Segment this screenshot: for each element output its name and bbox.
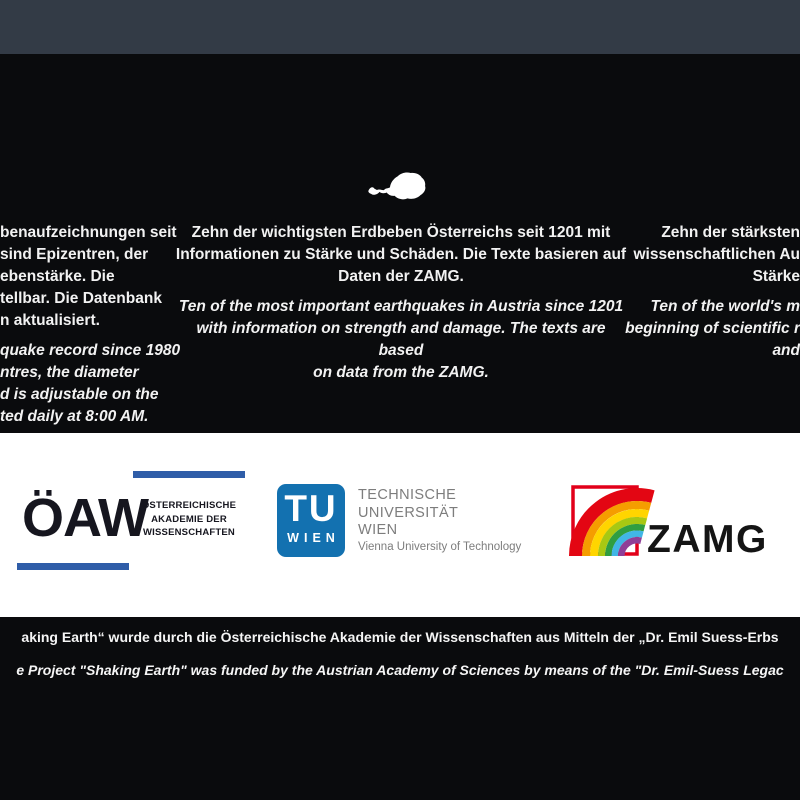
- intro-right-english: [625, 296, 800, 362]
- intro-middle-german: [175, 222, 627, 288]
- text-line: WIEN: [358, 522, 398, 538]
- intro-column-middle: [175, 222, 627, 384]
- text-line: d is adjustable on the: [0, 386, 159, 403]
- top-bar: [0, 0, 800, 54]
- text-line: with information on strength and damage. The texts are based: [196, 320, 606, 359]
- text-line: tellbar. Die Datenbank: [0, 290, 162, 307]
- text-line: WISSENSCHAFTEN: [143, 527, 235, 538]
- tu-wien-subtitle: Vienna University of Technology: [358, 541, 522, 553]
- zamg-wordmark: ZAMG: [647, 518, 768, 561]
- funding-note-english: e Project "Shaking Earth" was funded by the Austrian Academy of Sciences by means of the "Dr. Emil-Suess Legac: [16, 662, 784, 678]
- text-line: wissenschaftlichen Au: [633, 246, 800, 263]
- text-line: Ten of the most important earthquakes in Austria since 1201: [178, 298, 624, 315]
- text-line: ebenstärke. Die: [0, 268, 115, 285]
- intro-left-english: [0, 340, 180, 428]
- oeaw-acronym: ÖAW: [22, 488, 148, 548]
- oeaw-bottom-bar: [17, 563, 129, 570]
- text-line: benaufzeichnungen seit: [0, 224, 177, 241]
- text-line: TECHNISCHE: [358, 487, 457, 503]
- text-line: ntres, the diameter: [0, 364, 139, 381]
- tu-monogram-sub: WIEN: [287, 531, 340, 545]
- intro-middle-english: [175, 296, 627, 384]
- text-line: ÖSTERREICHISCHE: [141, 500, 237, 511]
- text-line: on data from the ZAMG.: [313, 364, 489, 381]
- text-line: Zehn der wichtigsten Erdbeben Österreichs seit 1201 mit: [191, 224, 611, 241]
- text-line: Zehn der stärksten: [661, 224, 800, 241]
- tu-wien-name: [358, 487, 458, 540]
- intro-right-german: [625, 222, 800, 288]
- text-line: ted daily at 8:00 AM.: [0, 408, 149, 425]
- tu-wien-box-icon: [277, 484, 345, 557]
- austria-map-icon: [362, 168, 440, 208]
- intro-column-left: [0, 222, 180, 428]
- text-line: Daten der ZAMG.: [338, 268, 464, 285]
- austria-map-shape: [368, 173, 425, 200]
- intro-column-right: [625, 222, 800, 362]
- text-line: sind Epizentren, der: [0, 246, 149, 263]
- text-line: Stärke: [752, 268, 800, 285]
- oeaw-caption: [131, 499, 247, 540]
- text-line: and: [772, 342, 800, 359]
- oeaw-top-bar: [133, 471, 245, 478]
- funding-note-german: aking Earth“ wurde durch die Österreichische Akademie der Wissenschaften aus Mitteln der „Dr. Emil Suess-Erbs: [21, 629, 779, 645]
- text-line: Informationen zu Stärke und Schäden. Die Texte basieren auf: [175, 246, 627, 263]
- text-line: beginning of scientific r: [625, 320, 800, 337]
- text-line: AKADEMIE DER: [151, 513, 227, 525]
- text-line: UNIVERSITÄT: [358, 504, 459, 521]
- intro-left-german: [0, 222, 180, 332]
- text-line: n aktualisiert.: [0, 312, 100, 329]
- text-line: quake record since 1980: [0, 342, 181, 359]
- tu-monogram: TU: [284, 488, 338, 529]
- text-line: Ten of the world's m: [650, 298, 800, 315]
